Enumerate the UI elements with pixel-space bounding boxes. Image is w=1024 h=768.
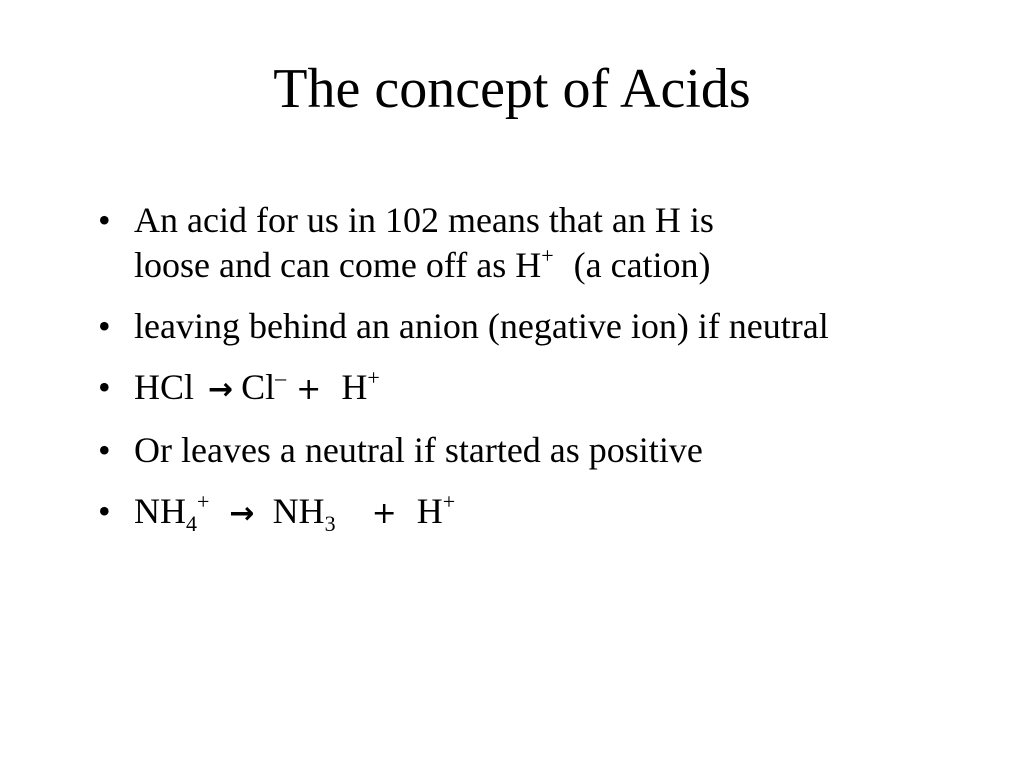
- bullet-dot-icon: •: [98, 306, 111, 346]
- subscript: 3: [324, 511, 336, 536]
- product: H: [341, 367, 368, 407]
- bullet-item: [98, 198, 898, 288]
- bullet-text: leaving behind an anion (negative ion) if neutral: [134, 306, 829, 346]
- product: NH: [272, 491, 325, 531]
- bullet-dot-icon: •: [98, 200, 111, 240]
- superscript: –: [275, 365, 287, 390]
- plus-sign: +: [371, 496, 397, 531]
- bullet-text-line: An acid for us in 102 means that an H is: [134, 200, 714, 240]
- reactant: NH: [134, 491, 186, 531]
- superscript: +: [541, 243, 554, 268]
- bullet-item: [98, 489, 898, 536]
- bullet-text-line: loose and can come off as H: [134, 245, 542, 285]
- bullet-dot-icon: •: [98, 430, 111, 470]
- product: Cl: [241, 367, 276, 407]
- plus-sign: +: [296, 372, 322, 407]
- superscript: +: [442, 489, 456, 514]
- superscript: +: [367, 365, 380, 390]
- bullet-list: [98, 198, 898, 552]
- bullet-dot-icon: •: [98, 491, 111, 531]
- arrow-right-icon: →: [208, 372, 234, 407]
- bullet-dot-icon: •: [98, 367, 111, 407]
- slide-title: The concept of Acids: [273, 58, 751, 120]
- bullet-text: [134, 198, 898, 288]
- bullet-item: [98, 428, 898, 473]
- chemical-equation: [134, 489, 455, 536]
- product: H: [416, 491, 443, 531]
- subscript: 4: [186, 511, 197, 536]
- bullet-text: Or leaves a neutral if started as positive: [134, 430, 703, 470]
- bullet-text-line: (a cation): [573, 245, 711, 285]
- bullet-item: [98, 365, 898, 412]
- reactant: HCl: [134, 367, 195, 407]
- bullet-item: [98, 304, 898, 349]
- arrow-right-icon: →: [229, 496, 255, 531]
- chemical-equation: [134, 365, 380, 412]
- superscript: +: [197, 489, 210, 514]
